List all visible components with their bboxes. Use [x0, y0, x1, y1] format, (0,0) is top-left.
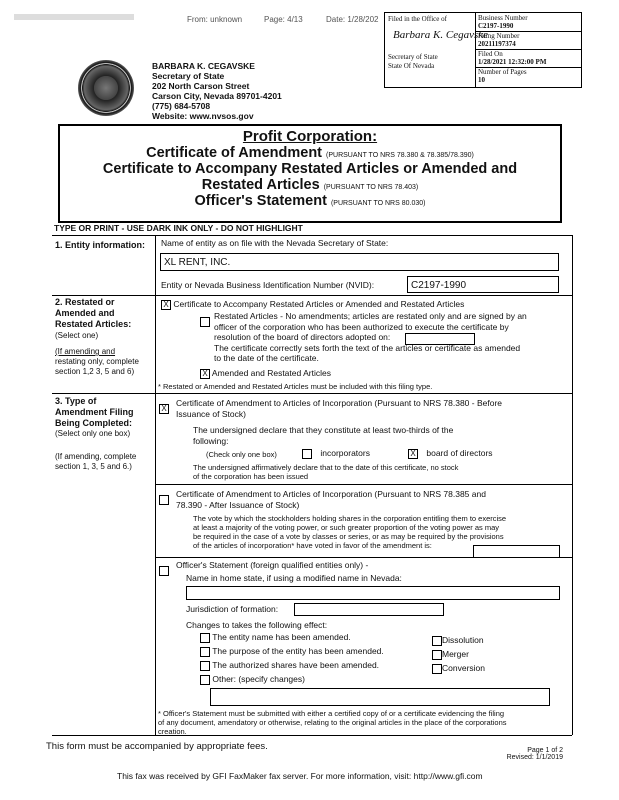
page-number: Page 1 of 2: [527, 747, 563, 754]
s2-amended-label: Amended and Restated Articles: [211, 368, 331, 378]
change-purpose: [200, 646, 384, 657]
s2-select: (Select one): [55, 331, 99, 340]
s3-affirm1: The undersigned affirmatively declare that to the date of this certificate, no stock: [193, 463, 459, 472]
stamp-fn-label: Filing Number: [478, 32, 520, 40]
s3-incorporators-checkbox[interactable]: [302, 449, 312, 459]
office-title: Secretary of State: [152, 71, 225, 81]
s2-restated-checkbox[interactable]: [200, 317, 210, 327]
title-line2-note: (PURSUANT TO NRS 78.380 & 78.385/78.390): [326, 152, 474, 159]
title-line4: Restated Articles (PURSUANT TO NRS 78.403): [201, 177, 419, 193]
fax-date: Date: 1/28/202: [326, 15, 379, 24]
change-conversion: [432, 663, 485, 674]
s2-restated-text: [214, 311, 569, 364]
stamp-bn: C2197-1990: [478, 22, 514, 30]
s3-footnote1: * Officer's Statement must be submitted with either a certified copy of or a certificate evidencing the filing: [158, 709, 505, 718]
fees-note: This form must be accompanied by appropriate fees.: [46, 741, 268, 752]
s3-opt3-checkbox-wrap: [159, 562, 169, 580]
stamp-signature: Barbara K. Cegavske: [393, 29, 489, 41]
office-address2: Carson City, Nevada 89701-4201: [152, 91, 282, 101]
s2-main-label: Certificate to Accompany Restated Articles or Amended and Restated Articles: [173, 299, 465, 309]
s3-affirm2: of the corporation has been issued: [193, 472, 309, 481]
home-name-field[interactable]: [186, 586, 560, 600]
fax-page: Page: 4/13: [264, 15, 303, 24]
entity-name-label: Name of entity as on file with the Nevada Secretary of State:: [161, 238, 389, 248]
change-shares: [200, 660, 379, 671]
s2-main-option: [161, 299, 464, 310]
office-block: [152, 61, 282, 121]
s2-main-checkbox[interactable]: X: [161, 300, 171, 310]
fax-from: From: unknown: [187, 15, 243, 24]
stamp-filed-in: Filed in the Office of: [388, 15, 447, 23]
s2-amended-checkbox[interactable]: X: [200, 369, 210, 379]
entity-name-field[interactable]: XL RENT, INC.: [160, 253, 559, 271]
s2-label1: 2. Restated or: [55, 297, 115, 307]
board-adopted-date-field[interactable]: [405, 333, 475, 345]
change-entity-name-checkbox[interactable]: [200, 633, 210, 643]
s3-affirm: [193, 463, 458, 481]
title-line5: Officer's Statement (PURSUANT TO NRS 80.030): [194, 193, 426, 209]
change-dissolution-checkbox[interactable]: [432, 636, 442, 646]
s2-r1: Restated Articles - No amendments; articles are restated only and are signed by an: [214, 311, 527, 321]
s2-footnote: * Restated or Amended and Restated Articles must be included with this filing type.: [158, 382, 433, 391]
s3-check-one: (Check only one box): [206, 450, 277, 459]
page-info: [507, 747, 563, 761]
change-dissolution-label: Dissolution: [442, 635, 484, 645]
s3-label1: 3. Type of: [55, 396, 97, 406]
s3-board-option: [408, 448, 493, 459]
s3-footnote: [158, 709, 568, 736]
s2-label2: Amended and: [55, 308, 115, 318]
jurisdiction-field[interactable]: [294, 603, 444, 616]
change-purpose-label: The purpose of the entity has been amended.: [212, 646, 384, 656]
stamp-pages: 10: [478, 76, 485, 84]
fax-footer: This fax was received by GFI FaxMaker fax server. For more information, visit: http://www.gfi.com: [117, 771, 483, 781]
s3-opt1-l1: Certificate of Amendment to Articles of Incorporation (Pursuant to NRS 78.380 - Before: [176, 398, 502, 408]
s2-r5: to the date of the certificate.: [214, 353, 319, 363]
s3-note: [55, 452, 136, 472]
title-line5-note: (PURSUANT TO NRS 80.030): [330, 200, 426, 207]
s3-jurisdiction-label: Jurisdiction of formation:: [186, 604, 279, 614]
office-address1: 202 North Carson Street: [152, 81, 250, 91]
s3-note1: (If amending, complete: [55, 452, 137, 461]
s3-board-checkbox[interactable]: X: [408, 449, 418, 459]
s3-opt2-l2: 78.390 - After Issuance of Stock): [176, 499, 300, 510]
nvid-label: Entity or Nevada Business Identification Number (NVID):: [161, 280, 375, 290]
change-shares-checkbox[interactable]: [200, 661, 210, 671]
s3-opt3-checkbox[interactable]: [159, 566, 169, 576]
s2-note3: section 1,2 3, 5 and 6): [55, 367, 135, 376]
stamp-sec-label: Secretary of State: [388, 53, 438, 61]
s3-incorporators-label: incorporators: [320, 448, 370, 458]
change-conversion-checkbox[interactable]: [432, 664, 442, 674]
s3-opt1-text: [176, 398, 502, 419]
s3-opt3-label: Officer's Statement (foreign qualified entities only) -: [176, 560, 369, 570]
s3-incorporators-option: [302, 448, 370, 459]
instruction: TYPE OR PRINT - USE DARK INK ONLY - DO NOT HIGHLIGHT: [54, 223, 303, 233]
s3-vote3: be required in the case of a vote by classes or series, or as may be required by the provisions: [193, 532, 504, 541]
change-other-label: Other: (specify changes): [212, 674, 305, 684]
s3-decl1: The undersigned declare that they constitute at least two-thirds of the: [193, 425, 454, 435]
other-changes-field[interactable]: [210, 688, 550, 706]
stamp-pages-label: Number of Pages: [478, 68, 527, 76]
stamp-state-label: State Of Nevada: [388, 62, 435, 70]
s2-r4: The certificate correctly sets forth the text of the articles or certificate as amended: [214, 342, 521, 353]
section1-label: 1. Entity information:: [55, 240, 145, 250]
change-merger: [432, 649, 469, 660]
s3-vote2: at least a majority of the voting power, or such greater proportion of the voting power as may: [193, 523, 499, 532]
s3-select: (Select only one box): [55, 429, 131, 438]
change-entity-name-label: The entity name has been amended.: [212, 632, 351, 642]
change-shares-label: The authorized shares have been amended.: [212, 660, 380, 670]
s3-opt2-text: [176, 489, 486, 510]
change-other-checkbox[interactable]: [200, 675, 210, 685]
s3-note2: section 1, 3, 5 and 6.): [55, 462, 132, 471]
s3-opt1-checkbox-wrap: [159, 400, 169, 418]
s2-r2: officer of the corporation who has been authorized to execute the certificate by: [214, 321, 509, 332]
s3-opt2-l1: Certificate of Amendment to Articles of Incorporation (Pursuant to NRS 78.385 and: [176, 489, 486, 499]
s2-note: [55, 347, 139, 377]
title-line3: Certificate to Accompany Restated Articles or Amended and: [102, 161, 518, 177]
change-entity-name: [200, 632, 351, 643]
s3-vote4: of the articles of incorporation* have voted in favor of the amendment is:: [193, 541, 432, 550]
change-merger-label: Merger: [442, 649, 469, 659]
nevada-seal-icon: [78, 60, 134, 116]
filing-stamp: [384, 12, 582, 88]
title-box: [58, 124, 562, 223]
s3-opt2-checkbox[interactable]: [159, 495, 169, 505]
office-phone: (775) 684-5708: [152, 101, 211, 111]
s2-label3: Restated Articles:: [55, 319, 132, 329]
s3-opt2-checkbox-wrap: [159, 491, 169, 509]
s3-board-label: board of directors: [426, 448, 493, 458]
title-line4-note: (PURSUANT TO NRS 78.403): [323, 184, 419, 191]
section3-label: [55, 396, 134, 429]
change-purpose-checkbox[interactable]: [200, 647, 210, 657]
title-line1: Profit Corporation:: [242, 128, 378, 145]
s3-changes-label: Changes to takes the following effect:: [186, 620, 328, 630]
s2-r3: resolution of the board of directors adopted on:: [214, 332, 391, 342]
section2-label: [55, 297, 131, 330]
s2-amended-option: [200, 368, 331, 379]
s3-home-name-label: Name in home state, if using a modified name in Nevada:: [186, 573, 402, 583]
s3-vote1: The vote by which the stockholders holding shares in the corporation entitling them to exercise: [193, 514, 507, 523]
s2-note2: restating only, complete: [55, 357, 139, 366]
stamp-fn: 20211197374: [478, 40, 516, 48]
s3-opt1-l2: Issuance of Stock): [176, 408, 246, 419]
nvid-field[interactable]: C2197-1990: [407, 276, 559, 293]
change-merger-checkbox[interactable]: [432, 650, 442, 660]
change-dissolution: [432, 635, 484, 646]
s3-label2: Amendment Filing: [55, 407, 134, 417]
s3-footnote2: of any document, amendatory or otherwise, relating to the original articles in the place of the corporations: [158, 718, 507, 727]
change-conversion-label: Conversion: [442, 663, 485, 673]
s2-restated-checkbox-wrap: [200, 313, 210, 331]
office-name: BARBARA K. CEGAVSKE: [152, 61, 255, 71]
fax-header-smudge: [14, 14, 134, 20]
title-line2: Certificate of Amendment (PURSUANT TO NRS 78.380 & 78.385/78.390): [146, 145, 474, 161]
s3-label3: Being Completed:: [55, 418, 133, 428]
office-website: Website: www.nvsos.gov: [152, 111, 254, 121]
revised-date: Revised: 1/1/2019: [506, 754, 563, 761]
s2-note1: (If amending and: [55, 347, 116, 356]
change-other: [200, 674, 305, 685]
s3-decl: [193, 425, 453, 446]
s3-opt1-checkbox[interactable]: X: [159, 404, 169, 414]
stamp-bn-label: Business Number: [478, 14, 528, 22]
stamp-filed-on-label: Filed On: [478, 50, 503, 58]
s3-decl2: following:: [193, 435, 229, 446]
s3-footnote3: creation.: [158, 727, 187, 736]
stamp-filed-on: 1/28/2021 12:32:00 PM: [478, 58, 547, 66]
